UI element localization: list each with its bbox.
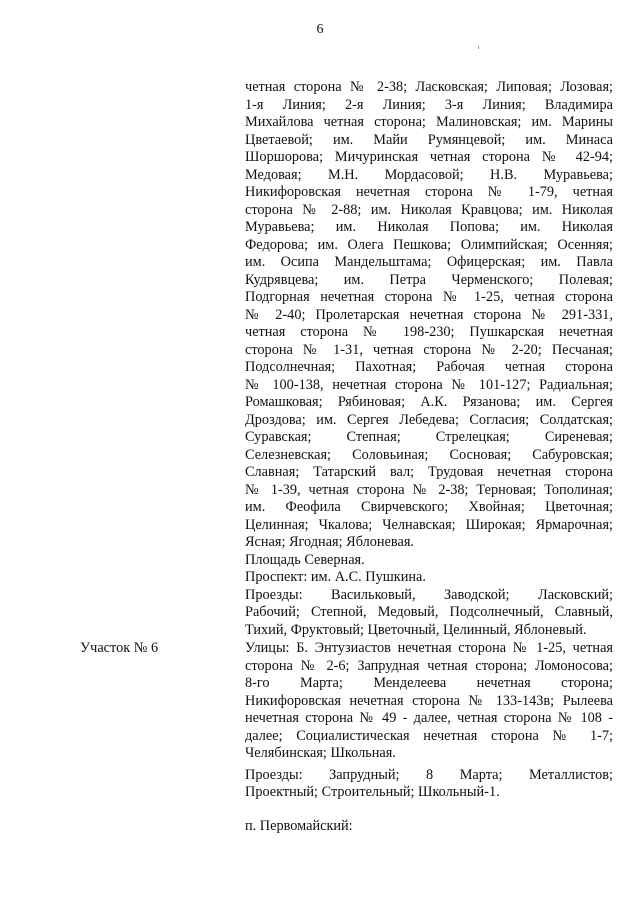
text-line: Целинная; Чкалова; Челнавская; Широкая; Ярмарочная; (245, 516, 613, 533)
text-line: Славная; Татарский вал; Трудовая нечетная сторона (245, 464, 613, 480)
text-line: Тихий, Фруктовый; Цветочный, Целинный, Яблоневый. (245, 621, 587, 638)
text-line: Селезневская; Соловьиная; Сосновая; Сабуровская; (245, 446, 613, 463)
text-line: Никифоровская нечетная сторона № 133-143в; Рылеева (245, 692, 613, 709)
text-line: Подсолнечная; Пахотная; Рабочая четная сторона (245, 359, 613, 375)
text-line: им. Осипа Мандельштама; Офицерская; им. Павла (245, 254, 613, 270)
text-line: сторона № 2-6; Запрудная четная сторона; Ломоносова; (245, 657, 613, 674)
text-line: им. Феофила Свирчевского; Хвойная; Цветочная; (245, 499, 613, 515)
text-line: Челябинская; Школьная. (245, 745, 396, 761)
text-line: четная сторона № 198-230; Пушкарская нечетная (245, 324, 613, 340)
text-line: Подгорная нечетная сторона № 1-25, четная сторона (245, 289, 613, 305)
text-line: № 1-39, четная сторона № 2-38; Терновая; Тополиная; (245, 481, 613, 498)
text-line: Медовая; М.Н. Мордасовой; Н.В. Муравьева; (245, 166, 613, 183)
section6-streets (245, 640, 613, 763)
settlement-block (245, 818, 613, 836)
section5-square: Площадь Северная. (245, 551, 365, 568)
section5-passages (245, 587, 613, 640)
text-line: Проезды: Запрудный; 8 Марта; Металлистов; (245, 766, 613, 783)
text-line: Ромашковая; Рябиновая; А.К. Рязанова; им. Сергея (245, 394, 613, 410)
text-line: Федорова; им. Олега Пешкова; Олимпийская; Осенняя; (245, 236, 613, 253)
text-line: Дроздова; им. Сергея Лебедева; Согласия; Солдатская; (245, 411, 613, 428)
text-line: далее; Социалистическая нечетная сторона № 1-7; (245, 727, 613, 744)
text-line: 8-го Марта; Менделеева нечетная сторона; (245, 675, 613, 691)
text-line: сторона № 2-88; им. Николая Кравцова; им. Николая (245, 201, 613, 218)
text-line: Шоршорова; Мичуринская четная сторона № 42-94; (245, 149, 613, 165)
text-line: Ясная; Ягодная; Яблоневая. (245, 534, 414, 550)
text-line: нечетная сторона № 49 - далее, четная сторона № 108 - (245, 710, 613, 726)
text-line: Рабочий; Степной, Медовый, Подсолнечный, Славный, (245, 604, 613, 620)
section5-continuation (245, 79, 613, 639)
text-line: Никифоровская нечетная сторона № 1-79, четная (245, 184, 613, 200)
text-line: 1-я Линия; 2-я Линия; 3-я Линия; Владимира (245, 96, 613, 113)
text-line: № 100-138, нечетная сторона № 101-127; Радиальная; (245, 376, 613, 393)
scan-mark (478, 46, 479, 49)
text-line: Кудрявцева; им. Петра Черменского; Полевая; (245, 271, 613, 288)
text-line: Цветаевой; им. Майи Румянцевой; им. Минаса (245, 131, 613, 148)
text-line: № 2-40; Пролетарская нечетная сторона № 291-331, (245, 306, 613, 323)
text-line: Михайлова четная сторона; Малиновская; им. Марины (245, 114, 613, 130)
section6-content (245, 640, 613, 802)
section6-label: Участок № 6 (80, 640, 159, 656)
page-number: 6 (316, 22, 324, 37)
text-line: Проезды: Васильковый, Заводской; Ласковский; (245, 586, 613, 603)
section5-avenue: Проспект: им. А.С. Пушкина. (245, 569, 426, 585)
section6-passages (245, 767, 613, 802)
text-line: Муравьева; им. Николая Попова; им. Николая (245, 219, 613, 235)
text-line: Проектный; Строительный; Школьный-1. (245, 784, 500, 800)
text-line: четная сторона № 2-38; Ласковская; Липовая; Лозовая; (245, 79, 613, 95)
text-line: Суравская; Степная; Стрелецкая; Сиреневая; (245, 429, 613, 445)
text-line: сторона № 1-31, четная сторона № 2-20; Песчаная; (245, 341, 613, 358)
settlement-heading: п. Первомайский: (245, 818, 353, 834)
text-line: Улицы: Б. Энтузиастов нечетная сторона № 1-25, четная (245, 640, 613, 656)
section5-streets (245, 79, 613, 552)
